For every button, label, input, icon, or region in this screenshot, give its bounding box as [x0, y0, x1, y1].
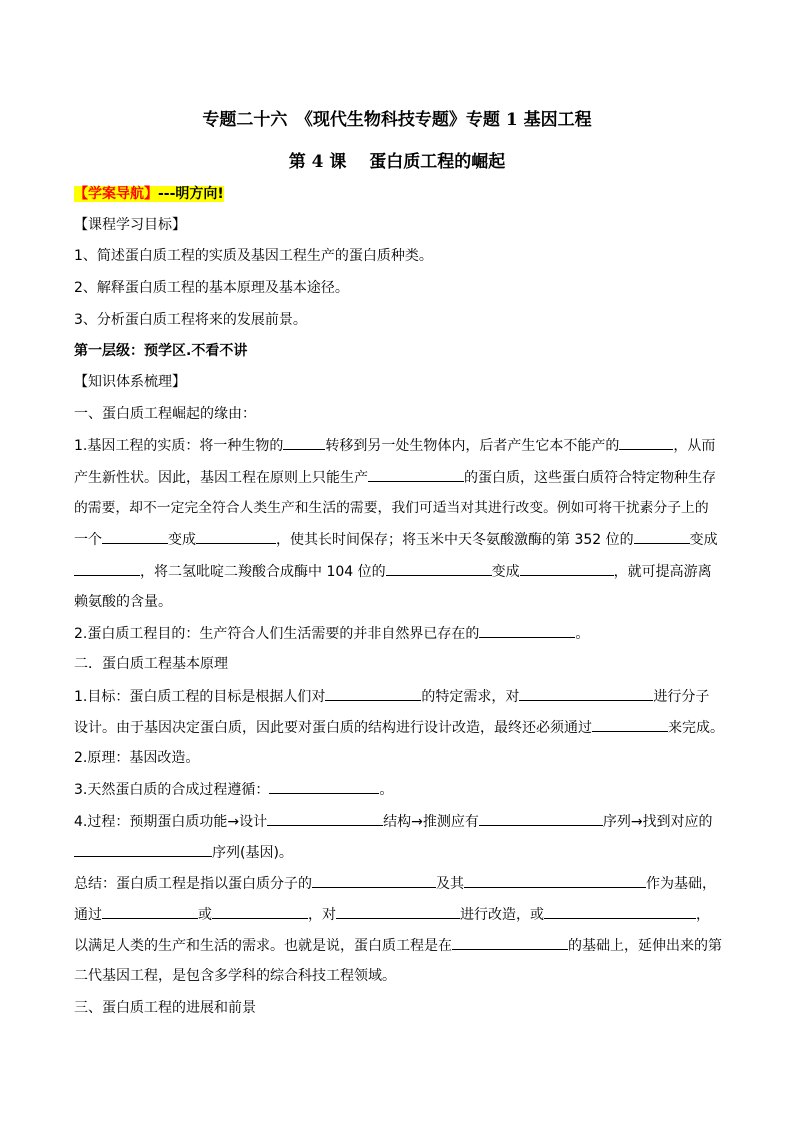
fill-blank[interactable] [325, 686, 421, 701]
paragraph-line [74, 435, 715, 456]
text-run: 序列(基因)。 [212, 845, 293, 861]
fill-blank[interactable] [464, 873, 646, 888]
fill-blank[interactable] [74, 842, 212, 857]
fill-blank[interactable] [196, 529, 276, 544]
text-run: 以满足人类的生产和生活的需求。也就是说，蛋白质工程是在 [74, 938, 452, 954]
fill-blank[interactable] [452, 935, 568, 950]
fill-blank[interactable] [479, 811, 603, 826]
paragraph-line [74, 873, 716, 894]
fill-blank[interactable] [368, 467, 464, 482]
fill-blank[interactable] [102, 904, 198, 919]
guide-label: 【学案导航】 [74, 186, 158, 202]
text-run: 变成 [168, 532, 196, 548]
paragraph-line [74, 529, 718, 550]
text-run: 作为基础， [646, 876, 716, 892]
fill-blank[interactable] [634, 529, 690, 544]
text-run: ，使其长时间保存；将玉米中天冬氨酸激酶的第 352 位的 [276, 532, 634, 548]
paragraph-line: 的需要，却不一定完全符合人类生产和生活的需要，我们可适当对其进行改变。例如可将干扰素分子上的 [74, 500, 709, 516]
paragraph-line: 二代基因工程，是包含多学科的综合科技工程领域。 [74, 968, 396, 984]
goals-header: 【课程学习目标】 [74, 217, 186, 233]
text-run: ，对 [308, 907, 336, 923]
text-run: 的特定需求，对 [421, 689, 520, 705]
goal-item: 2、解释蛋白质工程的基本原理及基本途径。 [74, 280, 349, 296]
text-run: 的蛋白质，这些蛋白质符合特定物种生存 [464, 470, 716, 486]
fill-blank[interactable] [592, 717, 668, 732]
text-run: 。 [379, 782, 394, 798]
text-run: 总结：蛋白质工程是指以蛋白质分子的 [74, 876, 312, 892]
fill-blank[interactable] [544, 904, 696, 919]
paragraph-line [74, 811, 713, 832]
fill-blank[interactable] [619, 435, 673, 450]
text-run: ，将二氢吡啶二羧酸合成酶中 104 位的 [140, 564, 386, 580]
text-run: 1.基因工程的实质：将一种生物的 [74, 438, 284, 454]
text-run: ， [696, 907, 710, 923]
text-run: 的基础上，延伸出来的第 [568, 938, 722, 954]
text-run: 2.蛋白质工程目的：生产符合人们生活需要的并非自然界已存在的 [74, 626, 480, 642]
text-run: 及其 [436, 876, 464, 892]
text-run: 结构→推测应有 [383, 814, 479, 830]
fill-blank[interactable] [312, 873, 436, 888]
text-run: 。 [575, 626, 590, 642]
paragraph-line [74, 561, 712, 582]
section-2-title: 二．蛋白质工程基本原理 [74, 656, 228, 672]
text-run: 设计。由于基因决定蛋白质，因此要对蛋白质的结构进行设计改造，最终还必须通过 [74, 720, 592, 736]
goal-item: 3、分析蛋白质工程将来的发展前景。 [74, 312, 307, 328]
text-run: 产生新性状。因此，基因工程在原则上只能生产 [74, 470, 368, 486]
fill-blank[interactable] [269, 779, 379, 794]
text-run: 序列→找到对应的 [602, 814, 713, 830]
fill-blank[interactable] [336, 904, 460, 919]
goal-item: 1、简述蛋白质工程的实质及基因工程生产的蛋白质种类。 [74, 248, 433, 264]
guide-slogan: ---明方向! [158, 186, 224, 202]
document-title: 专题二十六 《现代生物科技专题》专题 1 基因工程 [202, 110, 592, 130]
paragraph-line [74, 904, 710, 925]
text-run: 一个 [74, 532, 102, 548]
guide-banner [74, 184, 224, 204]
fill-blank[interactable] [520, 561, 614, 576]
fill-blank[interactable] [519, 686, 653, 701]
paragraph-line [74, 623, 589, 644]
text-run: 变成 [689, 532, 718, 548]
text-run: 进行分子 [653, 689, 710, 705]
section-3-title: 三、蛋白质工程的进展和前景 [74, 1000, 256, 1016]
text-run: 3.天然蛋白质的合成过程遵循： [74, 782, 270, 798]
text-run: 1.目标：蛋白质工程的目标是根据人们对 [74, 689, 326, 705]
knowledge-header: 【知识体系梳理】 [74, 374, 186, 390]
paragraph-line [74, 717, 724, 738]
section-1-title: 一、蛋白质工程崛起的缘由： [74, 406, 256, 422]
text-run: 转移到另一处生物体内，后者产生它本不能产的 [325, 438, 620, 454]
fill-blank[interactable] [74, 561, 140, 576]
fill-blank[interactable] [102, 529, 168, 544]
fill-blank[interactable] [212, 904, 308, 919]
text-run: 4.过程：预期蛋白质功能→设计 [74, 814, 268, 830]
text-run: ，就可提高游离 [613, 564, 712, 580]
fill-blank[interactable] [479, 623, 575, 638]
paragraph-line [74, 779, 393, 800]
text-run: 通过 [74, 907, 102, 923]
lesson-title: 第 4 课 蛋白质工程的崛起 [288, 152, 506, 172]
paragraph-line: 2.原理：基因改造。 [74, 750, 200, 766]
paragraph-line [74, 935, 722, 956]
text-run: 变成 [491, 564, 520, 580]
paragraph-line [74, 686, 709, 707]
fill-blank[interactable] [386, 561, 492, 576]
fill-blank[interactable] [267, 811, 383, 826]
text-run: 或 [198, 907, 212, 923]
text-run: 来完成。 [668, 720, 724, 736]
paragraph-line [74, 842, 293, 863]
fill-blank[interactable] [283, 435, 325, 450]
paragraph-line [74, 467, 716, 488]
paragraph-line: 赖氨酸的含量。 [74, 594, 172, 610]
text-run: ，从而 [673, 438, 716, 454]
level-heading: 第一层级：预学区.不看不讲 [74, 343, 248, 359]
text-run: 进行改造，或 [460, 907, 544, 923]
